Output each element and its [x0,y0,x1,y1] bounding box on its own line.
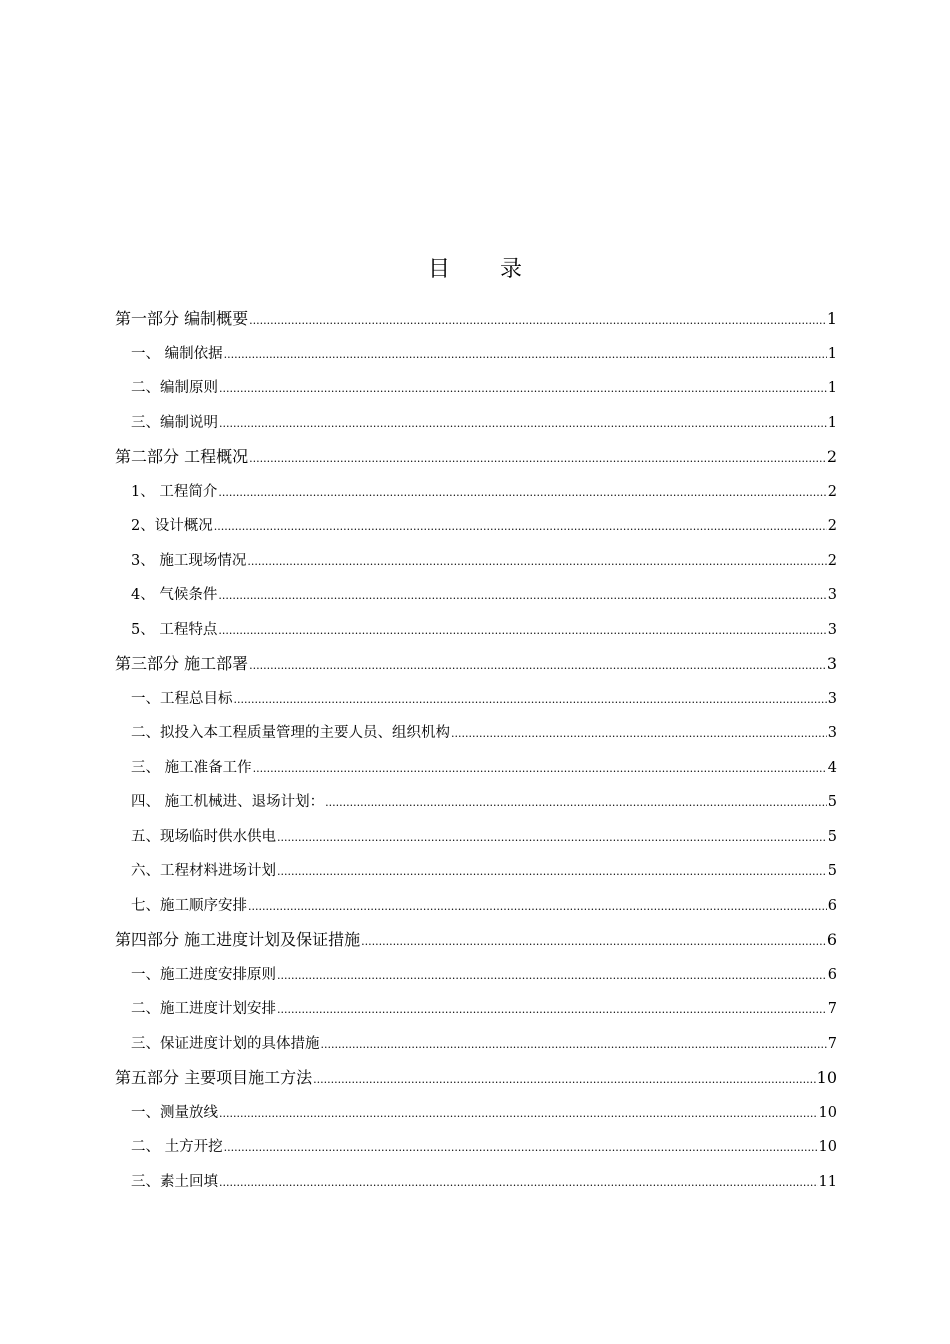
toc-entry-text: 第四部分 施工进度计划及保证措施 [115,930,361,949]
toc-page-number: 3 [826,654,837,673]
toc-page-number: 6 [827,897,837,914]
toc-entry-text: 四、 施工机械进、退场计划： [131,794,325,810]
toc-dot-leader [224,1131,818,1165]
toc-entry-text: 一、施工进度安排原则 [131,966,276,983]
toc-dot-leader [253,752,827,786]
toc-page-number: 1 [827,414,837,431]
toc-subsection-entry[interactable] [115,578,837,613]
toc-subsection-entry[interactable] [115,854,837,889]
toc-subsection-entry[interactable] [115,613,837,648]
toc-subsection-entry[interactable] [115,406,837,441]
toc-page-number: 7 [827,1035,837,1052]
toc-page-number: 2 [827,518,837,534]
toc-subsection-entry[interactable] [115,1165,837,1200]
toc-subsection-entry[interactable] [115,544,837,579]
toc-dot-leader [214,510,827,544]
toc-entry-text: 第一部分 编制概要 [115,309,249,328]
toc-entry-text: 一、 编制依据 [131,345,223,362]
toc-page-number: 5 [827,863,837,879]
toc-section-entry[interactable] [115,302,837,337]
toc-subsection-entry[interactable] [115,337,837,372]
toc-page-number: 11 [818,1173,837,1190]
toc-dot-leader [277,959,827,993]
toc-page-number: 1 [827,380,837,396]
toc-subsection-entry[interactable] [115,1130,837,1165]
toc-subsection-entry[interactable] [115,1096,837,1131]
toc-entry-text: 三、保证进度计划的具体措施 [131,1035,320,1052]
toc-entry-text: 二、拟投入本工程质量管理的主要人员、组织机构 [131,725,450,741]
toc-entry-text: 1、 工程简介 [131,483,218,500]
toc-section-entry[interactable] [115,1061,837,1096]
toc-dot-leader [219,1097,818,1131]
toc-page-number: 6 [827,966,837,983]
toc-dot-leader [277,855,827,889]
toc-dot-leader [321,1028,827,1062]
toc-dot-leader [248,890,827,924]
toc-subsection-entry[interactable] [115,820,837,855]
toc-entry-text: 3、 施工现场情况 [131,552,247,569]
toc-subsection-entry[interactable] [115,682,837,717]
toc-entry-text: 三、素土回填 [131,1173,218,1190]
toc-dot-leader [277,993,827,1027]
toc-page-number: 3 [827,725,837,741]
table-of-contents [115,302,837,1199]
toc-dot-leader [219,407,827,441]
toc-section-entry[interactable] [115,647,837,682]
toc-page-number: 2 [827,483,837,500]
toc-subsection-entry[interactable] [115,785,837,820]
toc-dot-leader [219,1166,818,1200]
toc-subsection-entry[interactable] [115,509,837,544]
title-char-1: 目 [427,257,450,282]
toc-section-entry[interactable] [115,440,837,475]
toc-dot-leader [218,579,826,613]
toc-entry-text: 第三部分 施工部署 [115,654,249,673]
toc-entry-text: 一、测量放线 [131,1104,218,1121]
toc-dot-leader [361,925,826,958]
toc-page-number: 2 [826,447,837,466]
toc-dot-leader [218,614,826,648]
toc-section-entry[interactable] [115,923,837,958]
toc-subsection-entry[interactable] [115,716,837,751]
toc-page-number: 6 [826,930,837,949]
toc-page-number: 7 [827,1001,837,1017]
toc-entry-text: 第五部分 主要项目施工方法 [115,1068,313,1087]
toc-subsection-entry[interactable] [115,958,837,993]
toc-page-number: 10 [816,1068,837,1087]
toc-dot-leader [249,304,826,337]
toc-subsection-entry[interactable] [115,751,837,786]
toc-page-number: 3 [827,621,837,638]
toc-dot-leader [218,476,826,510]
toc-dot-leader [249,442,826,475]
toc-entry-text: 5、 工程特点 [131,621,218,638]
toc-entry-text: 2、设计概况 [131,518,213,534]
toc-entry-text: 三、 施工准备工作 [131,759,252,776]
toc-page-number: 4 [827,759,837,776]
toc-page-number: 10 [818,1104,837,1121]
toc-entry-text: 二、编制原则 [131,380,218,396]
toc-page-number: 1 [826,309,837,328]
toc-dot-leader [249,649,826,682]
toc-entry-text: 六、工程材料进场计划 [131,863,276,879]
toc-entry-text: 4、 气候条件 [131,587,218,603]
toc-dot-leader [277,821,827,855]
toc-page-number: 2 [827,552,837,569]
page-title [0,252,950,283]
title-char-2: 录 [500,257,523,282]
toc-dot-leader [234,683,827,717]
toc-subsection-entry[interactable] [115,371,837,406]
toc-entry-text: 二、 土方开挖 [131,1139,223,1155]
toc-page-number: 5 [827,794,837,810]
toc-dot-leader [451,717,827,751]
toc-dot-leader [224,338,827,372]
toc-dot-leader [247,545,826,579]
toc-dot-leader [313,1063,816,1096]
toc-subsection-entry[interactable] [115,992,837,1027]
toc-entry-text: 第二部分 工程概况 [115,447,249,466]
toc-page-number: 10 [818,1139,837,1155]
toc-subsection-entry[interactable] [115,475,837,510]
toc-dot-leader [219,372,827,406]
toc-entry-text: 三、编制说明 [131,414,218,431]
toc-page-number: 1 [827,345,837,362]
toc-page-number: 5 [827,828,837,845]
toc-page-number: 3 [827,690,837,707]
toc-subsection-entry[interactable] [115,889,837,924]
toc-dot-leader [325,786,827,820]
toc-page-number: 3 [827,587,837,603]
toc-subsection-entry[interactable] [115,1027,837,1062]
toc-entry-text: 七、施工顺序安排 [131,897,247,914]
toc-entry-text: 二、施工进度计划安排 [131,1001,276,1017]
toc-entry-text: 一、工程总目标 [131,690,233,707]
toc-entry-text: 五、现场临时供水供电 [131,828,276,845]
